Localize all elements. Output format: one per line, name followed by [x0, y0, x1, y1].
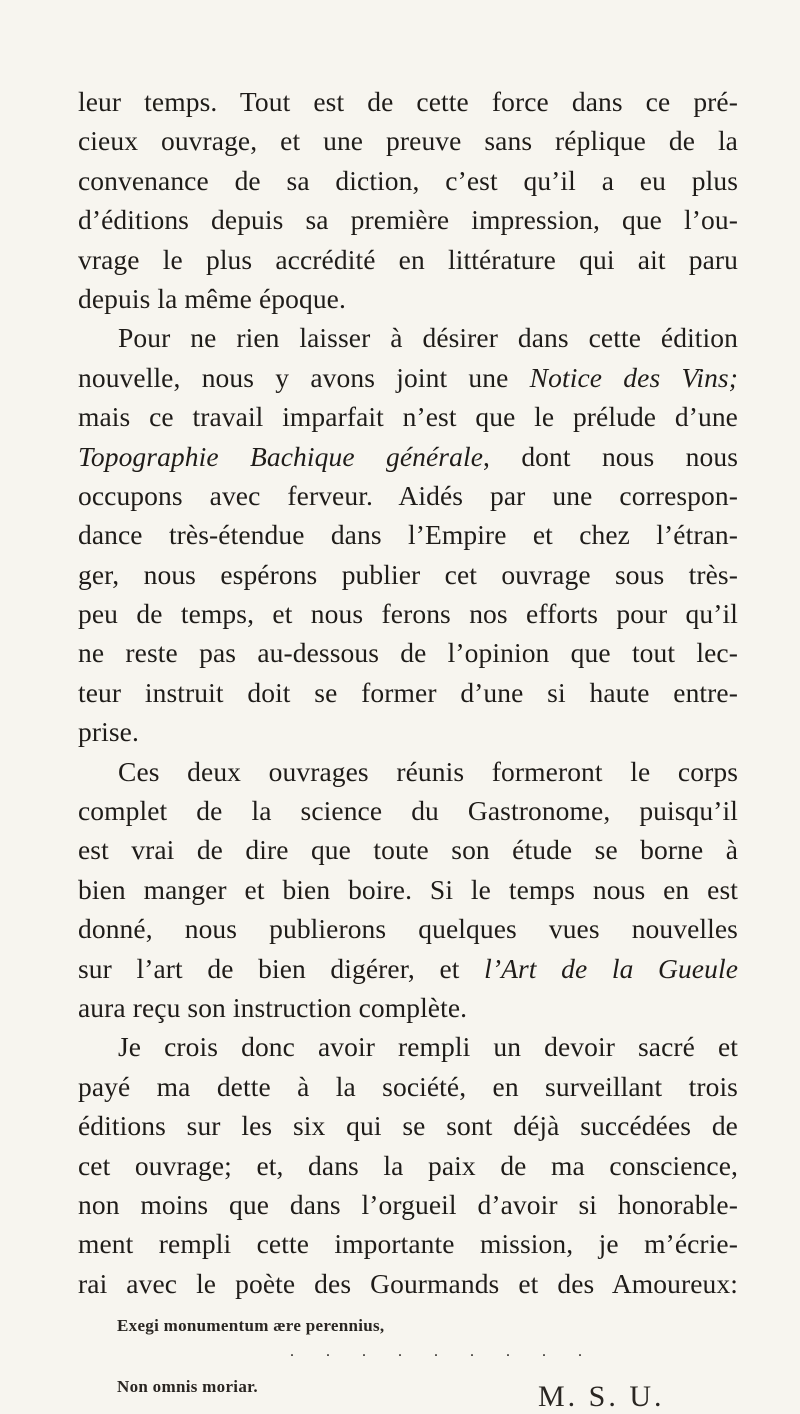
- text-line: non moins que dans l’orgueil d’avoir si honorable-: [78, 1188, 738, 1220]
- italic-title-notice: Notice des Vins;: [529, 361, 738, 393]
- epigraph-line-1: Exegi monumentum ære perennius,: [117, 1316, 385, 1335]
- text-line: bien manger et bien boire. Si le temps nous en est: [78, 873, 738, 905]
- text-line: payé ma dette à la société, en surveillant trois: [78, 1070, 738, 1102]
- text-line: aura reçu son instruction complète.: [78, 991, 468, 1023]
- text-line-art: [78, 949, 738, 988]
- body-text: [78, 82, 738, 1303]
- text-line: leur temps. Tout est de cette force dans ce pré-: [78, 86, 738, 117]
- text-segment: sur l’art de bien digérer, et: [78, 952, 485, 984]
- text-line: convenance de sa diction, c’est qu’il a eu plus: [78, 164, 738, 196]
- text-line-notice: [78, 358, 738, 397]
- text-line: dance très-étendue dans l’Empire et chez l’étran-: [78, 519, 738, 551]
- text-line: ment rempli cette importante mission, je m’écrie-: [78, 1228, 738, 1260]
- text-line: éditions sur les six qui se sont déjà succédées de: [78, 1110, 738, 1142]
- text-line: peu de temps, et nous ferons nos efforts pour qu’il: [78, 598, 738, 630]
- text-line: ne reste pas au-dessous de l’opinion que tout lec-: [78, 637, 738, 669]
- text-line: cet ouvrage; et, dans la paix de ma conscience,: [78, 1149, 738, 1181]
- author-signature: M. S. U.: [538, 1380, 665, 1413]
- epigraph-line-2: Non omnis moriar.: [117, 1377, 258, 1396]
- text-line: ger, nous espérons publier cet ouvrage sous très-: [78, 558, 738, 590]
- epigraph-ellipsis: . . . . . . . . .: [290, 1343, 596, 1360]
- text-line: Pour ne rien laisser à désirer dans cette édition: [118, 322, 738, 354]
- italic-title-art: l’Art de la Gueule: [484, 952, 739, 984]
- text-line: complet de la science du Gastronome, puisqu’il: [78, 795, 738, 827]
- text-line: rai avec le poète des Gourmands et des Amoureux:: [78, 1267, 738, 1299]
- italic-title-topographie: Topographie Bachique générale: [78, 440, 484, 472]
- text-line: Je crois donc avoir rempli un devoir sacré et: [118, 1031, 738, 1063]
- text-line: teur instruit doit se former d’une si haute entre-: [78, 676, 738, 708]
- text-line-topographie: [78, 437, 738, 476]
- text-line: occupons avec ferveur. Aidés par une correspon-: [78, 479, 738, 511]
- text-segment: nouvelle, nous y avons joint une: [78, 361, 530, 393]
- text-line: prise.: [78, 716, 139, 748]
- text-line: Ces deux ouvrages réunis formeront le corps: [118, 755, 738, 787]
- text-line: cieux ouvrage, et une preuve sans réplique de la: [78, 125, 738, 157]
- text-line: vrage le plus accrédité en littérature qui ait paru: [78, 243, 738, 275]
- text-line: d’éditions depuis sa première impression, que l’ou-: [78, 204, 738, 236]
- text-line: depuis la même époque.: [78, 282, 346, 314]
- text-segment: , dont nous nous: [483, 440, 738, 472]
- text-line: est vrai de dire que toute son étude se borne à: [78, 834, 738, 866]
- text-line: donné, nous publierons quelques vues nouvelles: [78, 913, 738, 945]
- text-line: mais ce travail imparfait n’est que le prélude d’une: [78, 401, 738, 433]
